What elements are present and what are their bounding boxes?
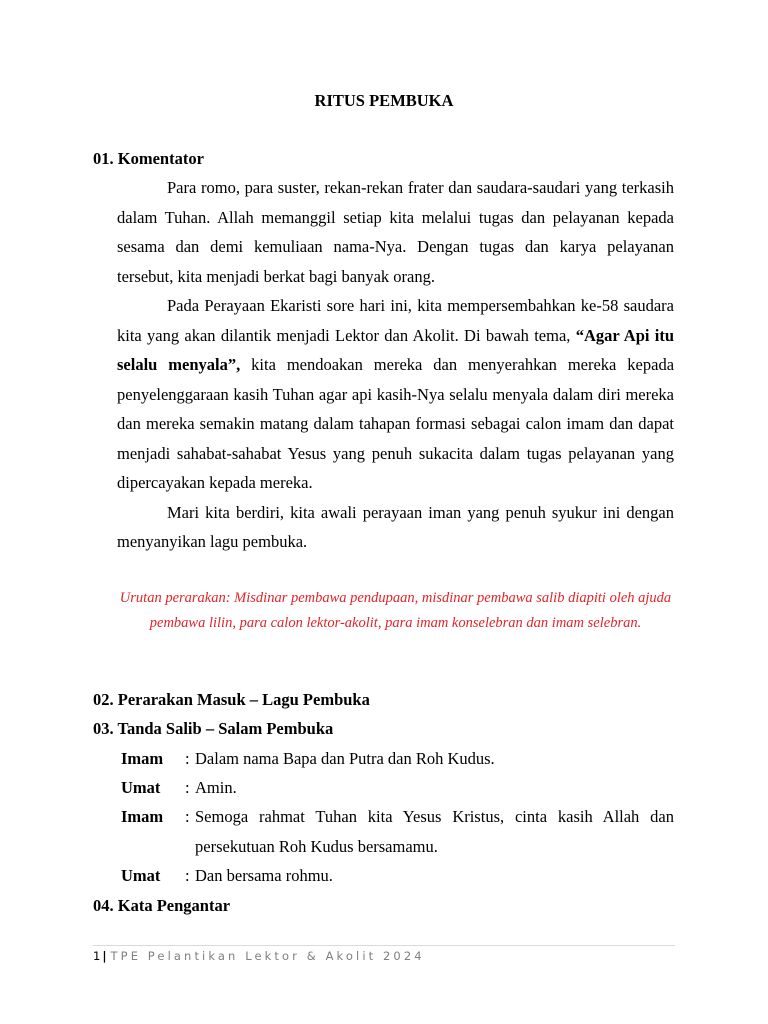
- komentator-paragraph-2-rest: kita mendoakan mereka dan menyerahkan mereka kepada penyelenggaraan kasih Tuhan agar api kasih-Nya selalu menyala dalam diri mereka dan mereka semakin matang dalam tahapan formasi sebagai calon imam dan dapat menjadi sahabat-sahabat Yesus yang penuh sukacita dalam tugas pelayanan yang dipercayakan kepada mereka.: [117, 355, 675, 492]
- speaker-label: Imam: [121, 807, 164, 826]
- section-heading-komentator: 01. Komentator: [93, 149, 204, 168]
- footer-separator: |: [102, 949, 107, 963]
- procession-rubric: Urutan perarakan: Misdinar pembawa pendupaan, misdinar pembawa salib diapiti oleh ajuda pembawa lilin, para calon lektor-akolit, para imam konselebran dan imam selebran.: [119, 590, 672, 631]
- speaker-colon: :: [185, 807, 190, 826]
- speaker-label: Umat: [121, 866, 161, 885]
- page-number: 1: [93, 949, 101, 963]
- section-heading-tanda-salib: 03. Tanda Salib – Salam Pembuka: [93, 719, 334, 738]
- dialog-text: Amin.: [195, 778, 237, 797]
- dialog-text: Dalam nama Bapa dan Putra dan Roh Kudus.: [195, 749, 495, 768]
- speaker-label: Imam: [121, 749, 164, 768]
- speaker-colon: :: [185, 749, 190, 768]
- theme-quote: “Agar Api itu selalu menyala”,: [117, 325, 675, 374]
- komentator-paragraph-1: Para romo, para suster, rekan-rekan frater dan saudara-saudari yang terkasih dalam Tuhan. Allah memanggil setiap kita melalui tugas dan pelayanan kepada sesama dan demi kemuliaan nama-Nya. Dengan tugas dan karya pelayanan tersebut, kita menjadi berkat bagi banyak orang.: [117, 178, 674, 286]
- speaker-label: Umat: [121, 778, 161, 797]
- dialog-text: Semoga rahmat Tuhan kita Yesus Kristus, cinta kasih Allah dan persekutuan Roh Kudus bersamamu.: [195, 807, 674, 856]
- speaker-colon: :: [185, 778, 190, 797]
- page-footer: [93, 947, 425, 965]
- page-title: RITUS PEMBUKA: [314, 91, 454, 110]
- footer-divider: [93, 945, 675, 946]
- section-heading-kata-pengantar: 04. Kata Pengantar: [93, 896, 231, 915]
- speaker-colon: :: [185, 866, 190, 885]
- komentator-text: [117, 173, 674, 557]
- footer-text: TPE Pelantikan Lektor & Akolit 2024: [110, 949, 425, 963]
- section-heading-perarakan: 02. Perarakan Masuk – Lagu Pembuka: [93, 690, 370, 709]
- komentator-paragraph-2-intro: Pada Perayaan Ekaristi sore hari ini, kita mempersembahkan ke-58 saudara kita yang akan dilantik menjadi Lektor dan Akolit. Di bawah tema,: [117, 296, 674, 345]
- komentator-paragraph-2: [117, 291, 674, 498]
- komentator-paragraph-3: Mari kita berdiri, kita awali perayaan iman yang penuh syukur ini dengan menyanyikan lagu pembuka.: [117, 502, 674, 551]
- dialog-text: Dan bersama rohmu.: [195, 866, 333, 885]
